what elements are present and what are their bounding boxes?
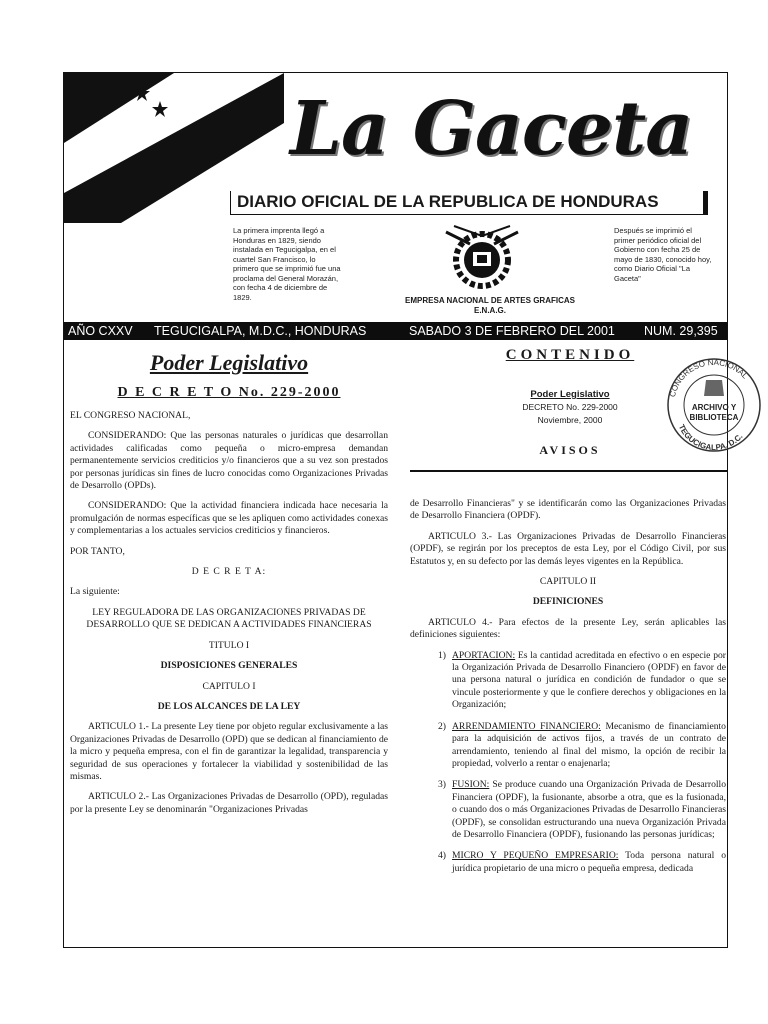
definition-item: 2) ARRENDAMIENTO FINANCIERO: Mecanismo de financiamiento para la adquisición de activos fijos, a través de un contrato de arrendamiento, teniendo al final del mismo, la opción de recibir la propiedad, volverlo a rentar o enajenarla; bbox=[438, 720, 726, 769]
paragraph: CONSIDERANDO: Que la actividad financiera indicada hace necesaria la promulgación de normas específicas que se les apliquen como actividades conexas y complementarias a los actuales servicios crediticios y financieros. bbox=[70, 500, 388, 537]
title-heading: TITULO I bbox=[208, 639, 250, 651]
paragraph: de Desarrollo Financieras" y se identificarán como las Organizaciones Privadas de Desarrollo Financiera (OPDF). bbox=[410, 498, 726, 522]
history-note-right: Después se imprimió el primer periódico oficial del Gobierno con fecha 25 de mayo de 1830, conocido hoy, como Diario Oficial "La Gaceta" bbox=[614, 226, 712, 283]
issue-info-bar bbox=[64, 322, 727, 340]
stamp-line2: BIBLIOTECA bbox=[689, 413, 739, 422]
section-divider bbox=[410, 470, 728, 472]
stamp-line1: ARCHIVO Y bbox=[691, 403, 737, 412]
definition-term: MICRO Y PEQUEÑO EMPRESARIO: bbox=[452, 850, 619, 862]
enag-emblem-icon bbox=[440, 222, 524, 292]
contents-date: Noviembre, 2000 bbox=[537, 415, 603, 425]
left-column bbox=[70, 350, 388, 824]
archive-stamp-icon bbox=[662, 350, 766, 460]
contents-heading: CONTENIDO bbox=[505, 347, 635, 363]
publisher-acronym: E.N.A.G. bbox=[473, 306, 506, 315]
issue-number: NUM. 29,395 bbox=[644, 324, 718, 338]
chapter-name: DEFINICIONES bbox=[532, 596, 604, 608]
paragraph: CONSIDERANDO: Que las personas naturales o jurídicas que desarrollan actividades calificadas como pequeña o micro-empresa demandan permanentemente servicios crediticios y/o financieros que a su vez son prestados por personas jurídicas sin fines de lucro conocidas como Organizaciones Privadas de Desarrollo (OPDs). bbox=[70, 430, 388, 492]
article-3: ARTICULO 3.- Las Organizaciones Privadas de Desarrollo Financieras (OPDF), se regirán por los preceptos de esta Ley, por el Código Civil, por sus Estatutos y, en su defecto por las demás leyes vigentes en la República. bbox=[410, 530, 726, 567]
law-title: LEY REGULADORA DE LAS ORGANIZACIONES PRIVADAS DE DESARROLLO QUE SE DEDICAN A ACTIVIDADES FINANCIERAS bbox=[86, 606, 372, 631]
chapter-name: DE LOS ALCANCES DE LA LEY bbox=[157, 700, 301, 712]
contents-notices: AVISOS bbox=[539, 443, 601, 457]
chapter-heading: CAPITULO I bbox=[202, 680, 256, 692]
publisher-block bbox=[360, 296, 620, 316]
newspaper-title: La Gaceta bbox=[290, 86, 693, 172]
chapter-heading: CAPITULO II bbox=[539, 576, 597, 588]
stamp-top-text: CONGRESO NACIONAL bbox=[667, 357, 750, 399]
definition-text: Toda persona natural o jurídica propietario de una micro o pequeña empresa, dedicada bbox=[452, 850, 726, 874]
decree-heading: D E C R E T O No. 229-2000 bbox=[117, 385, 341, 400]
definition-term: APORTACION: bbox=[452, 649, 516, 661]
contents-section: Poder Legislativo bbox=[530, 389, 610, 400]
definition-item: 4) MICRO Y PEQUEÑO EMPRESARIO: Toda persona natural o jurídica propietario de una micro o pequeña empresa, dedicada bbox=[438, 850, 726, 874]
article-1: ARTICULO 1.- La presente Ley tiene por objeto regular exclusivamente a las Organizaciones Privadas de Desarrollo (OPD) que se dedican al financiamiento de la micro y pequeña empresa, con el fin de garantizar la legalidad, transparencia y seguridad de sus operaciones y fortalecer la viabilidad y sostenibilidad de las mismas. bbox=[70, 721, 388, 782]
publisher-name: EMPRESA NACIONAL DE ARTES GRAFICAS bbox=[405, 296, 575, 305]
definition-item: 1) APORTACION: Es la cantidad acreditada en efectivo o en especie por la Organización Privada de Desarrollo Financiero (OPDF) en favor de una persona natural o jurídica en condición de fundador o que se vincule posteriormente y que le confiere derechos y obligaciones en la Organización; bbox=[438, 649, 726, 711]
paragraph: POR TANTO, bbox=[70, 545, 125, 557]
paragraph: La siguiente: bbox=[70, 586, 120, 598]
section-heading: Poder Legislativo bbox=[149, 350, 309, 375]
history-note-left: La primera imprenta llegó a Honduras en 1829, siendo instalada en Tegucigalpa, en el cuartel San Francisco, lo primero que se imprimió fue una proclama del General Morazán, con fecha 4 de diciembre de 1829. bbox=[233, 226, 341, 302]
contents-decree: DECRETO No. 229-2000 bbox=[522, 402, 618, 412]
definition-text: Mecanismo de financiamiento para la adquisición de activos fijos, a través de un contrato de arrendamiento, teniendo al final del mismo, la opción de recibir la propiedad, volverlo a rentar o enajenarla; bbox=[452, 720, 726, 769]
decreta-heading: D E C R E T A: bbox=[191, 566, 267, 578]
issue-year: AÑO CXXV bbox=[68, 324, 133, 338]
newspaper-subtitle: DIARIO OFICIAL DE LA REPUBLICA DE HONDURAS bbox=[230, 191, 708, 215]
article-2: ARTICULO 2.- Las Organizaciones Privadas de Desarrollo (OPD), reguladas por la presente Ley se denominarán "Organizaciones Privadas bbox=[70, 791, 388, 815]
paragraph: EL CONGRESO NACIONAL, bbox=[70, 410, 191, 421]
right-column bbox=[410, 498, 726, 884]
article-4: ARTICULO 4.- Para efectos de la presente Ley, serán aplicables las definiciones siguientes: bbox=[410, 616, 726, 641]
issue-city: TEGUCIGALPA, M.D.C., HONDURAS bbox=[154, 324, 367, 338]
title-name: DISPOSICIONES GENERALES bbox=[160, 660, 298, 672]
stamp-bottom-text: TEGUCIGALPA, D.C. bbox=[676, 423, 745, 453]
contents-list bbox=[480, 388, 660, 427]
definition-term: FUSION: bbox=[452, 779, 490, 791]
definition-text: Se produce cuando una Organización Privada de Desarrollo Financiera (OPDF), la fusionante, absorbe a otra, que es la fusionada, o cuando dos o más Organizaciones Privadas de Desarrollo Financieras (OPDF), se consolidan estructurando una nueva Organización Privada de Desarrollo Financiera (OPDF), fusionando las personas jurídicas; bbox=[452, 779, 726, 840]
definition-term: ARRENDAMIENTO FINANCIERO: bbox=[452, 720, 601, 732]
definition-text: Es la cantidad acreditada en efectivo o en especie por la Organización Privada de Desarrollo Financiero (OPDF) en favor de una persona natural o jurídica en condición de fundador o que se vincule posteriormente y que le confiere derechos y obligaciones en la Organización; bbox=[452, 649, 726, 711]
issue-date: SABADO 3 DE FEBRERO DEL 2001 bbox=[409, 324, 615, 338]
definition-item: 3) FUSION: Se produce cuando una Organización Privada de Desarrollo Financiera (OPDF), la fusionante, absorbe a otra, que es la fusionada, o cuando dos o más Organizaciones Privadas de Desarrollo Financieras (OPDF), se consolidan estructurando una nueva Organización Privada de Desarrollo Financiera (OPDF), fusionando las personas jurídicas; bbox=[438, 779, 726, 840]
